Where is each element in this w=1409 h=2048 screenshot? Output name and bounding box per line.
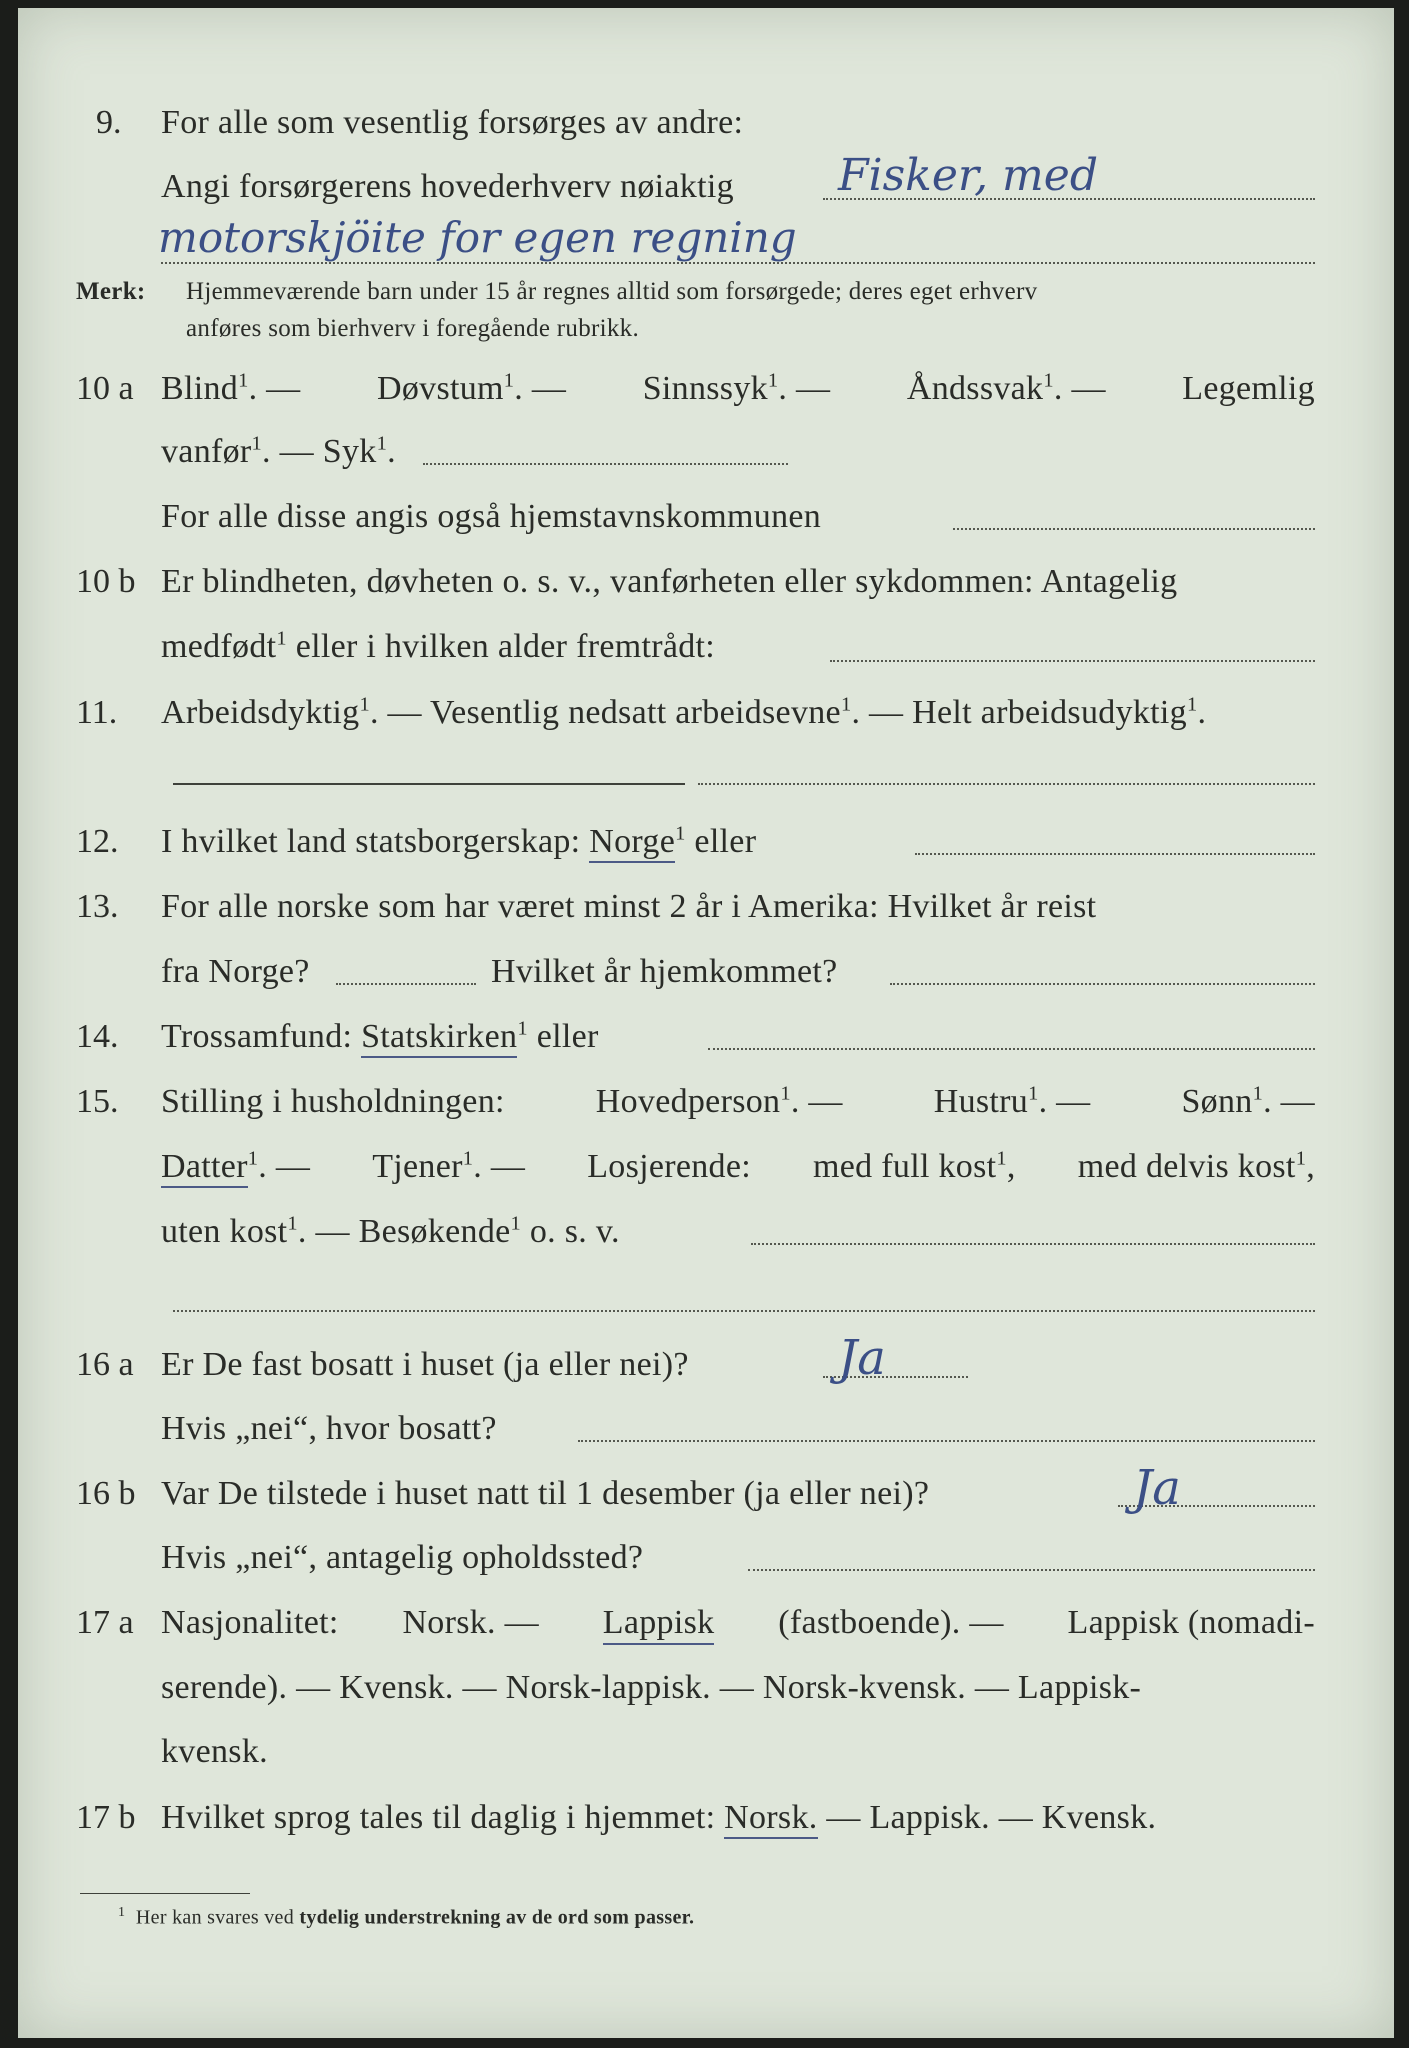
q11-answer-line[interactable]: [698, 783, 1315, 785]
q16a-line1: Er De fast bosatt i huset (ja eller nei)?: [161, 1346, 689, 1383]
q17a-line2: serende). — Kvensk. — Norsk-lappisk. — Norsk-kvensk. — Lappisk-: [161, 1669, 1142, 1706]
q9-answer-line2[interactable]: [161, 262, 1315, 264]
q12-answer-line[interactable]: [915, 853, 1315, 855]
q10b-line1: Er blindheten, døvheten o. s. v., vanførheten eller sykdommen: Antagelig: [161, 563, 1178, 600]
q16a-bosatt-answer-line[interactable]: [578, 1440, 1315, 1442]
q9-line2: Angi forsørgerens hovederhverv nøiaktig: [161, 168, 734, 205]
q16b-handwritten-answer: Ja: [1133, 1460, 1181, 1516]
census-form-page: [18, 8, 1394, 2038]
q10a-number: 10 a: [76, 370, 134, 407]
q10a-sinnssyk: Sinnssyk$^1$. —: [642, 369, 831, 407]
q11-rule-left: [173, 783, 685, 785]
q13-hjem-answer-line[interactable]: [890, 983, 1315, 985]
q10b-number: 10 b: [76, 563, 136, 600]
q14-number: 14.: [76, 1018, 119, 1055]
q14-line: Trossamfund: Statskirken$^1$ eller: [161, 1018, 599, 1056]
q9-merk-line1: Hjemmeværende barn under 15 år regnes alltid som forsørgede; deres eget erhverv: [186, 278, 1038, 305]
q10a-line2: vanfør$^1$. — Syk$^1$.: [161, 432, 396, 470]
q10a-andssvak: Åndssvak$^1$. —: [906, 369, 1106, 407]
q15-line3: uten kost$^1$. — Besøkende$^1$ o. s. v.: [161, 1212, 620, 1250]
q15-answer-line1[interactable]: [751, 1243, 1315, 1245]
q10a-legemlig: Legemlig: [1182, 370, 1315, 407]
merk-label: Merk:: [76, 278, 146, 305]
q16b-line2: Hvis „nei“, antagelig opholdssted?: [161, 1539, 644, 1576]
footnote: $^1$ Her kan svares ved tydelig understrekning av de ord som passer.: [118, 1905, 695, 1929]
q17a-number: 17 a: [76, 1604, 134, 1641]
q16a-number: 16 a: [76, 1346, 134, 1383]
q11-line: Arbeidsdyktig$^1$. — Vesentlig nedsatt arbeidsevne$^1$. — Helt arbeidsudyktig$^1$.: [161, 693, 1207, 731]
q15-line2: Datter$^1$. — Tjener$^1$. — Losjerende: med full kost$^1$, med delvis kost$^1$,: [161, 1148, 1315, 1186]
q15-line1: Stilling i husholdningen: Hovedperson$^1$. — Hustru$^1$. — Sønn$^1$. —: [161, 1082, 1315, 1120]
q9-handwritten-answer2: motorskjöite for egen regning: [158, 213, 797, 262]
q13-number: 13.: [76, 888, 119, 925]
q17b-norsk-underlined: Norsk.: [724, 1799, 817, 1839]
q15-number: 15.: [76, 1083, 119, 1120]
q13-fra: fra Norge?: [161, 953, 310, 990]
q12-number: 12.: [76, 823, 119, 860]
q9-number: 9.: [96, 104, 122, 141]
q16a-handwritten-answer: Ja: [838, 1330, 886, 1386]
q9-line1: For alle som vesentlig forsørges av andre:: [161, 104, 744, 141]
q10b-answer-line[interactable]: [830, 660, 1315, 662]
q10b-line2: medfødt$^1$ eller i hvilken alder fremtrådt:: [161, 627, 716, 665]
q17b-line: Hvilket sprog tales til daglig i hjemmet: Norsk. — Lappisk. — Kvensk.: [161, 1799, 1156, 1837]
q13-hjem: Hvilket år hjemkommet?: [491, 953, 838, 990]
q9-handwritten-answer1: Fisker, med: [838, 150, 1098, 201]
q12-line: I hvilket land statsborgerskap: Norge$^1$ eller: [161, 823, 756, 861]
q17b-number: 17 b: [76, 1799, 136, 1836]
q9-merk-line2: anføres som bierhverv i foregående rubrikk.: [186, 315, 640, 342]
q17a-lappisk-underlined: Lappisk: [603, 1604, 715, 1645]
q16b-line1: Var De tilstede i huset natt til 1 desember (ja eller nei)?: [161, 1475, 930, 1512]
footnote-rule: [80, 1893, 250, 1894]
q17a-line3: kvensk.: [161, 1733, 268, 1770]
q10a-syk-answer-line[interactable]: [423, 463, 788, 465]
q14-answer-line[interactable]: [708, 1048, 1315, 1050]
q16b-number: 16 b: [76, 1475, 136, 1512]
q10a-blind: Blind$^1$. —: [161, 369, 301, 407]
q16b-opholdssted-answer-line[interactable]: [748, 1569, 1315, 1571]
q10a-line3: For alle disse angis også hjemstavnskommunen: [161, 498, 822, 535]
q13-line1: For alle norske som har været minst 2 år i Amerika: Hvilket år reist: [161, 888, 1097, 925]
q10a-dovstum: Døvstum$^1$. —: [377, 369, 567, 407]
q10a-line1: [161, 370, 1315, 408]
q13-reist-answer-line[interactable]: [336, 983, 476, 985]
q10a-hjemstavn-answer-line[interactable]: [953, 528, 1315, 530]
q16a-line2: Hvis „nei“, hvor bosatt?: [161, 1410, 497, 1447]
q15-datter-underlined: Datter: [161, 1148, 248, 1188]
q14-statskirken-underlined: Statskirken: [361, 1018, 517, 1058]
q12-norge-underlined: Norge: [589, 823, 675, 863]
q15-answer-line2[interactable]: [173, 1310, 1315, 1312]
q11-number: 11.: [76, 694, 118, 731]
q17a-line1: Nasjonalitet: Norsk. — Lappisk (fastboende). — Lappisk (nomadi-: [161, 1604, 1315, 1645]
